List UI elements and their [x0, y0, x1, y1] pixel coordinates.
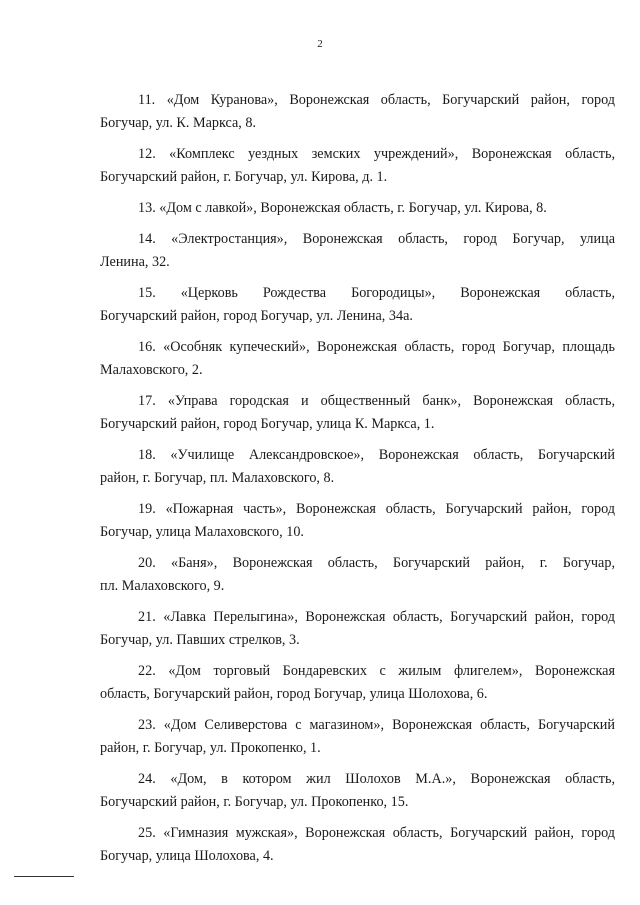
list-item [100, 336, 615, 382]
list-item-line2: Ленина, 32. [100, 254, 170, 270]
page-number: 2 [317, 38, 323, 50]
list-item-line2: Богучар, ул. К. Маркса, 8. [100, 115, 257, 131]
list-item-line1: 19. «Пожарная часть», Воронежская область, Богучарский район, город [138, 501, 615, 517]
list-item-line1: 11. «Дом Куранова», Воронежская область, Богучарский район, город [138, 92, 615, 108]
list-item-line1: 16. «Особняк купеческий», Воронежская область, город Богучар, площадь [138, 339, 615, 355]
list-item [100, 822, 615, 868]
list-item-line1: 23. «Дом Селиверстова с магазином», Воронежская область, Богучарский [138, 717, 615, 733]
list-item [100, 197, 615, 220]
list-item [100, 660, 615, 706]
list-item-line2: Малаховского, 2. [100, 362, 203, 378]
list-item-line2: район, г. Богучар, ул. Прокопенко, 1. [100, 740, 321, 756]
list-item [100, 606, 615, 652]
list-item-line1: 25. «Гимназия мужская», Воронежская область, Богучарский район, город [138, 825, 615, 841]
list-item-line1: 20. «Баня», Воронежская область, Богучарский район, г. Богучар, [138, 555, 615, 571]
list-item [100, 768, 615, 814]
list-item-line2: Богучарский район, город Богучар, ул. Ленина, 34а. [100, 308, 413, 324]
list-item [100, 282, 615, 328]
footer-rule [14, 876, 74, 877]
list-item-line2: область, Богучарский район, город Богучар, улица Шолохова, 6. [100, 686, 488, 702]
list-item-line2: Богучар, улица Шолохова, 4. [100, 848, 274, 864]
list-item-line2: пл. Малаховского, 9. [100, 578, 225, 594]
object-list [100, 89, 615, 876]
list-item-line1: 17. «Управа городская и общественный банк», Воронежская область, [138, 393, 615, 409]
list-item-line1: 24. «Дом, в котором жил Шолохов М.А.», Воронежская область, [138, 771, 615, 787]
list-item-line2: Богучарский район, г. Богучар, ул. Кирова, д. 1. [100, 169, 388, 185]
list-item-line2: Богучарский район, г. Богучар, ул. Прокопенко, 15. [100, 794, 409, 810]
list-item-line1: 12. «Комплекс уездных земских учреждений», Воронежская область, [138, 146, 615, 162]
list-item-line1: 22. «Дом торговый Бондаревских с жилым флигелем», Воронежская [138, 663, 615, 679]
list-item [100, 552, 615, 598]
list-item-line2: район, г. Богучар, пл. Малаховского, 8. [100, 470, 335, 486]
list-item-line1: 14. «Электростанция», Воронежская область, город Богучар, улица [138, 231, 615, 247]
list-item [100, 143, 615, 189]
list-item-line1: 13. «Дом с лавкой», Воронежская область, г. Богучар, ул. Кирова, 8. [138, 200, 547, 216]
list-item-line2: Богучар, ул. Павших стрелков, 3. [100, 632, 300, 648]
list-item [100, 498, 615, 544]
list-item [100, 390, 615, 436]
list-item-line2: Богучарский район, город Богучар, улица К. Маркса, 1. [100, 416, 435, 432]
list-item [100, 714, 615, 760]
list-item-line1: 18. «Училище Александровское», Воронежская область, Богучарский [138, 447, 615, 463]
list-item [100, 228, 615, 274]
list-item [100, 89, 615, 135]
list-item-line1: 15. «Церковь Рождества Богородицы», Воронежская область, [138, 285, 615, 301]
list-item-line2: Богучар, улица Малаховского, 10. [100, 524, 304, 540]
list-item-line1: 21. «Лавка Перелыгина», Воронежская область, Богучарский район, город [138, 609, 615, 625]
list-item [100, 444, 615, 490]
